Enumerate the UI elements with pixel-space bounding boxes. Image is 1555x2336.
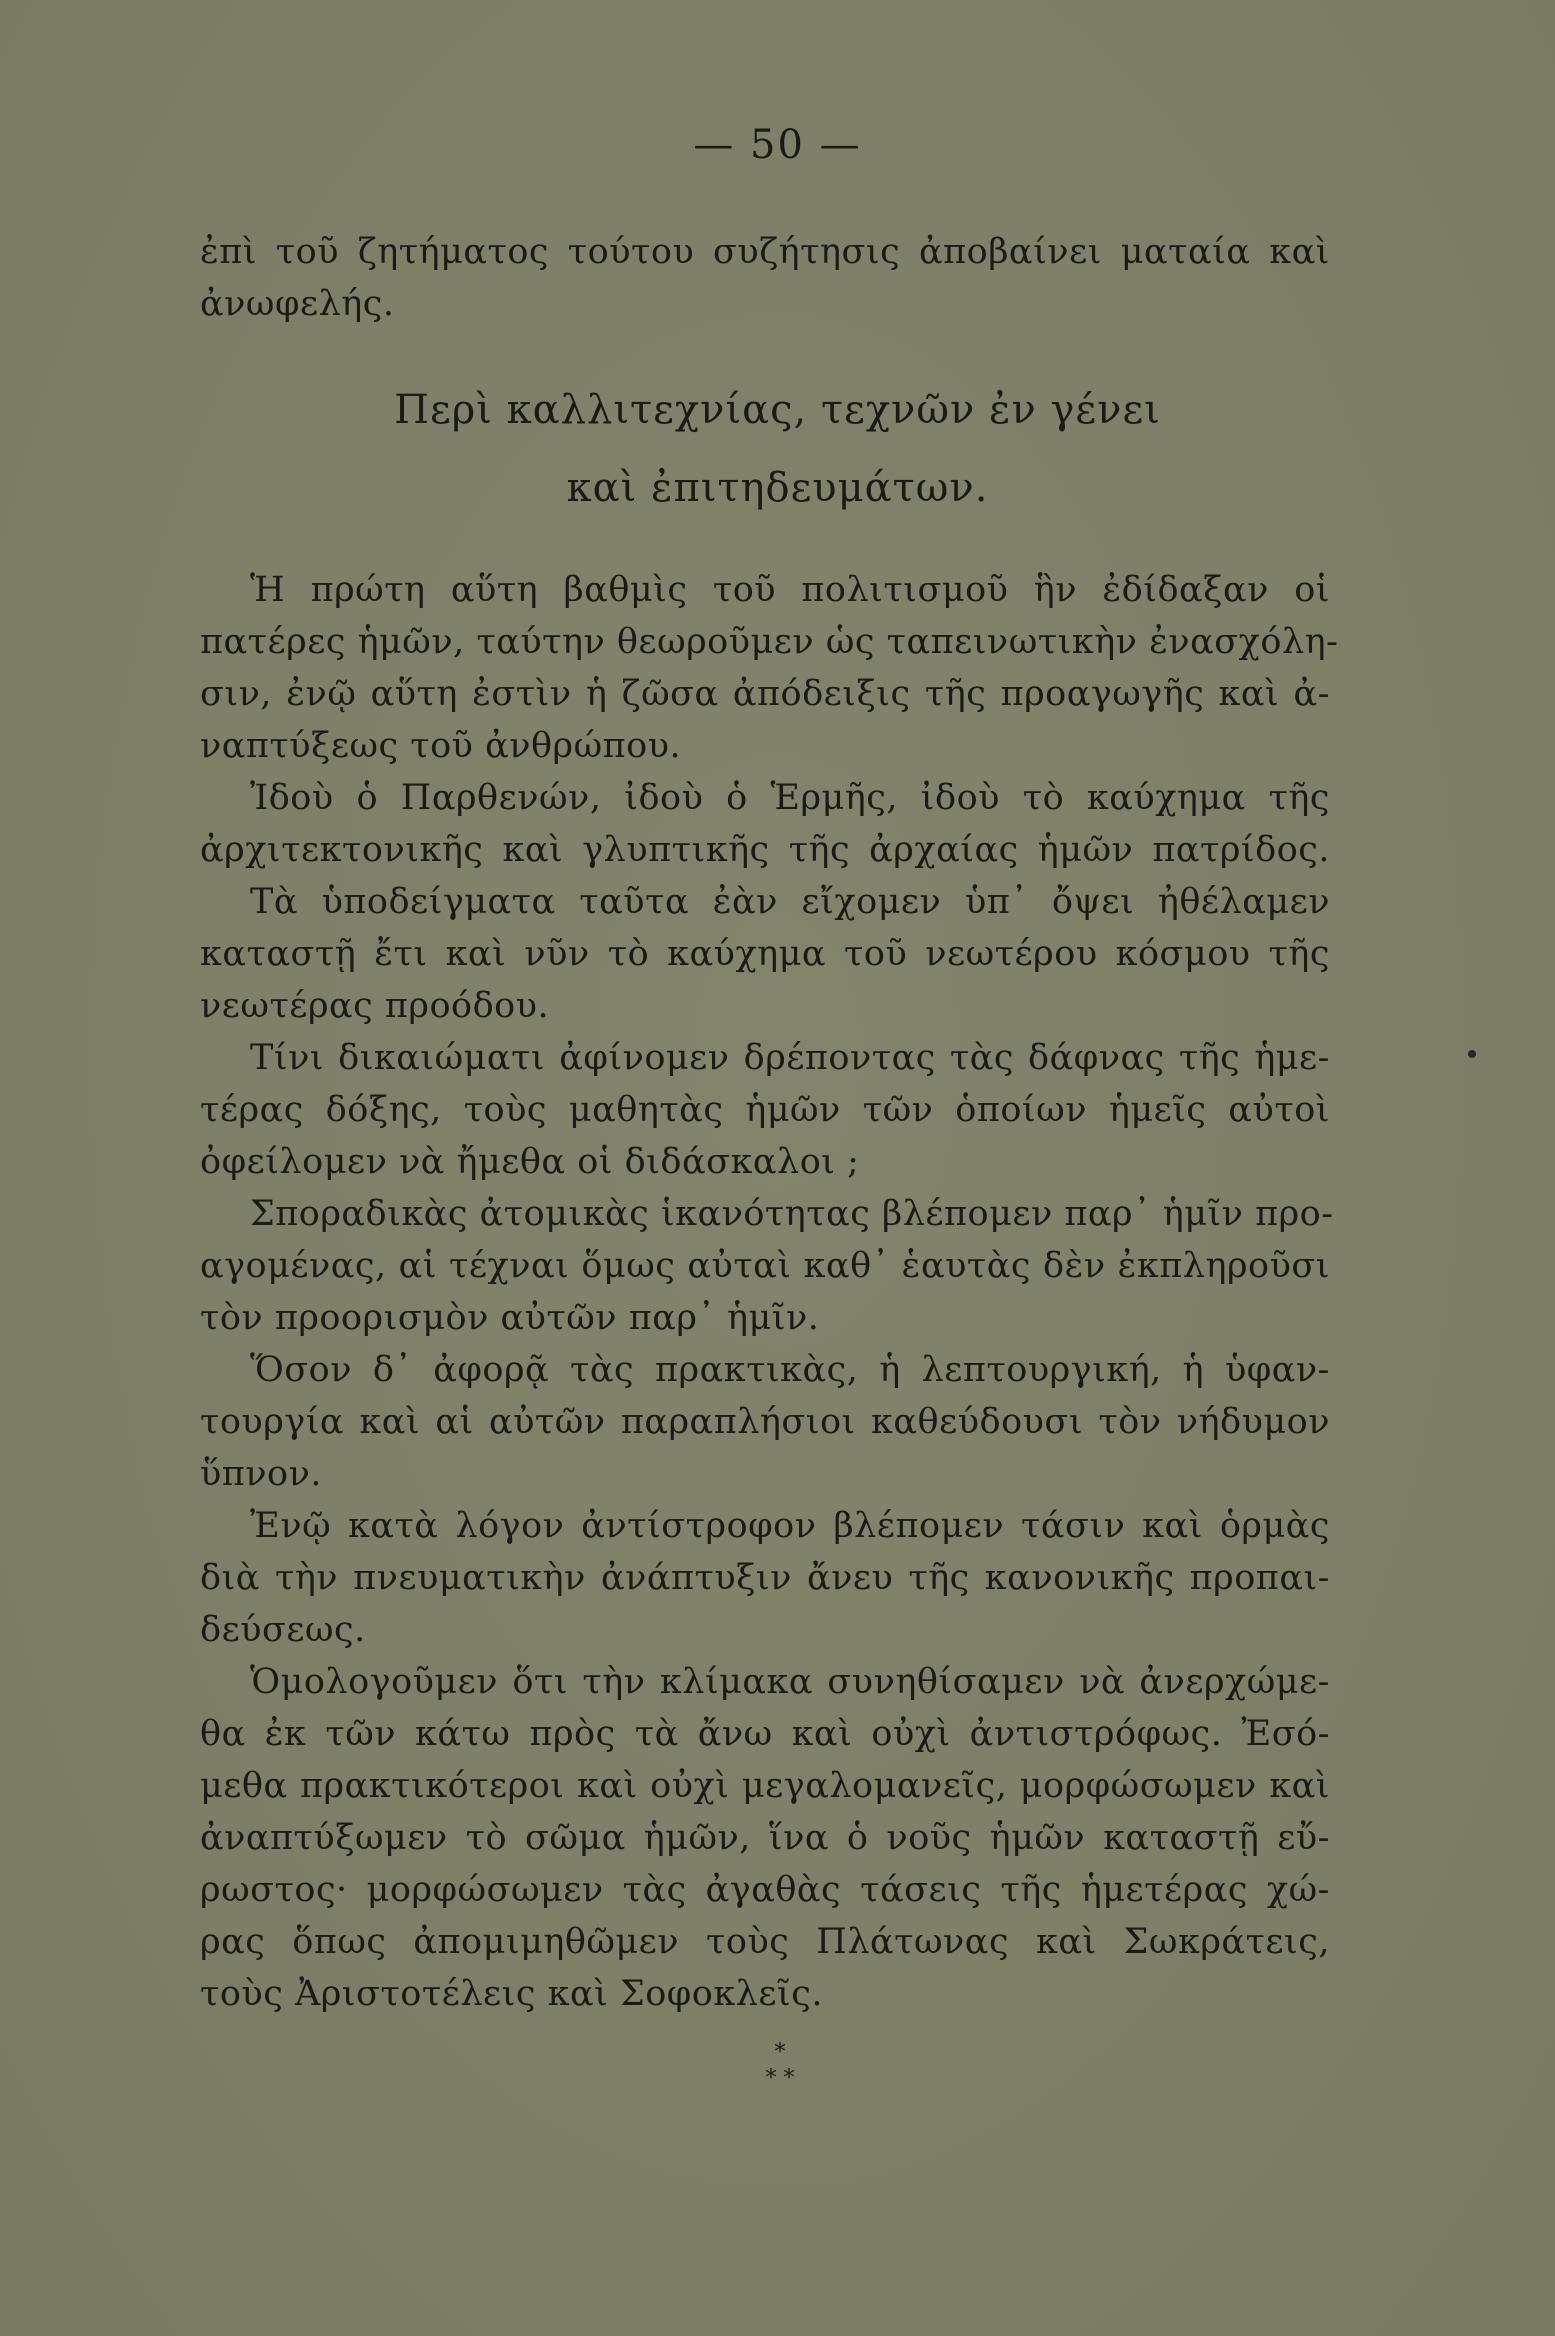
text-line: ἐπὶ τοῦ ζητήματος τούτου συζήτησις ἀποβαίνει ματαία καὶ: [200, 232, 1330, 272]
section-heading-line-1: Περὶ καλλιτεχνίας, τεχνῶν ἐν γένει: [394, 387, 1161, 433]
text-line: ναπτύξεως τοῦ ἀνθρώπου.: [200, 726, 682, 766]
text-line: Τίνι δικαιώματι ἀφίνομεν δρέποντας τὰς δάφνας τῆς ἡμε-: [250, 1038, 1330, 1078]
text-line: Ἐνῷ κατὰ λόγον ἀντίστροφον βλέπομεν τάσιν καὶ ὁρμὰς: [250, 1506, 1330, 1546]
margin-ink-spot: [1468, 1050, 1476, 1058]
section-heading-line-2: καὶ ἐπιτηδευμάτων.: [566, 465, 989, 511]
text-line: μεθα πρακτικότεροι καὶ οὐχὶ μεγαλομανεῖς, μορφώσωμεν καὶ: [200, 1766, 1330, 1806]
body-text: [200, 564, 1339, 2020]
text-line: σιν, ἐνῷ αὕτη ἐστὶν ἡ ζῶσα ἀπόδειξις τῆς προαγωγῆς καὶ ἀ-: [200, 674, 1330, 714]
text-line: Ὁμολογοῦμεν ὅτι τὴν κλίμακα συνηθίσαμεν νὰ ἀνερχώμε-: [250, 1662, 1330, 1702]
text-line: Ὅσον δ᾿ ἀφορᾷ τὰς πρακτικὰς, ἡ λεπτουργική, ἡ ὑφαν-: [250, 1350, 1330, 1390]
text-line: νεωτέρας προόδου.: [200, 986, 550, 1026]
intro-paragraph: [200, 226, 1330, 330]
text-line: τέρας δόξης, τοὺς μαθητὰς ἡμῶν τῶν ὁποίων ἡμεῖς αὐτοὶ: [200, 1090, 1330, 1130]
text-line: ρας ὅπως ἀπομιμηθῶμεν τοὺς Πλάτωνας καὶ Σωκράτεις,: [200, 1922, 1330, 1962]
text-line: ἀνωφελής.: [200, 284, 395, 324]
text-line: τοὺς Ἀριστοτέλεις καὶ Σοφοκλεῖς.: [200, 1974, 823, 2014]
text-line: δεύσεως.: [200, 1610, 366, 1650]
text-line: καταστῇ ἔτι καὶ νῦν τὸ καύχημα τοῦ νεωτέρου κόσμου τῆς: [200, 934, 1330, 974]
text-line: τουργία καὶ αἱ αὐτῶν παραπλήσιοι καθεύδουσι τὸν νήδυμον: [200, 1402, 1330, 1442]
text-line: Σποραδικὰς ἀτομικὰς ἱκανότητας βλέπομεν παρ᾿ ἡμῖν προ-: [250, 1194, 1334, 1234]
text-line: ὕπνον.: [200, 1454, 323, 1494]
text-line: Ἡ πρώτη αὕτη βαθμὶς τοῦ πολιτισμοῦ ἣν ἐδίδαξαν οἱ: [250, 570, 1330, 610]
text-line: Τὰ ὑποδείγματα ταῦτα ἐὰν εἴχομεν ὑπ᾿ ὄψει ἠθέλαμεν: [250, 882, 1330, 922]
text-line: αγομένας, αἱ τέχναι ὅμως αὐταὶ καθ᾿ ἑαυτὰς δὲν ἐκπληροῦσι: [200, 1246, 1330, 1286]
text-line: Ἰδοὺ ὁ Παρθενών, ἰδοὺ ὁ Ἑρμῆς, ἰδοὺ τὸ καύχημα τῆς: [250, 778, 1330, 818]
page-number: — 50 —: [693, 122, 862, 168]
text-line: ρωστος· μορφώσωμεν τὰς ἀγαθὰς τάσεις τῆς ἡμετέρας χώ-: [200, 1870, 1330, 1910]
text-line: ἀρχιτεκτονικῆς καὶ γλυπτικῆς τῆς ἀρχαίας ἡμῶν πατρίδος.: [200, 830, 1330, 870]
text-line: τὸν προορισμὸν αὐτῶν παρ᾿ ἡμῖν.: [200, 1298, 820, 1338]
text-line: πατέρες ἡμῶν, ταύτην θεωροῦμεν ὡς ταπεινωτικὴν ἐνασχόλη-: [200, 622, 1339, 662]
text-line: ἀναπτύξωμεν τὸ σῶμα ἡμῶν, ἵνα ὁ νοῦς ἡμῶν καταστῇ εὔ-: [200, 1818, 1330, 1858]
asterism-ornament: * * *: [765, 2040, 795, 2091]
text-line: ὀφείλομεν νὰ ἤμεθα οἱ διδάσκαλοι ;: [200, 1142, 860, 1182]
text-line: διὰ τὴν πνευματικὴν ἀνάπτυξιν ἄνευ τῆς κανονικῆς προπαι-: [200, 1558, 1330, 1598]
text-line: θα ἐκ τῶν κάτω πρὸς τὰ ἄνω καὶ οὐχὶ ἀντιστρόφως. Ἐσό-: [200, 1714, 1330, 1754]
